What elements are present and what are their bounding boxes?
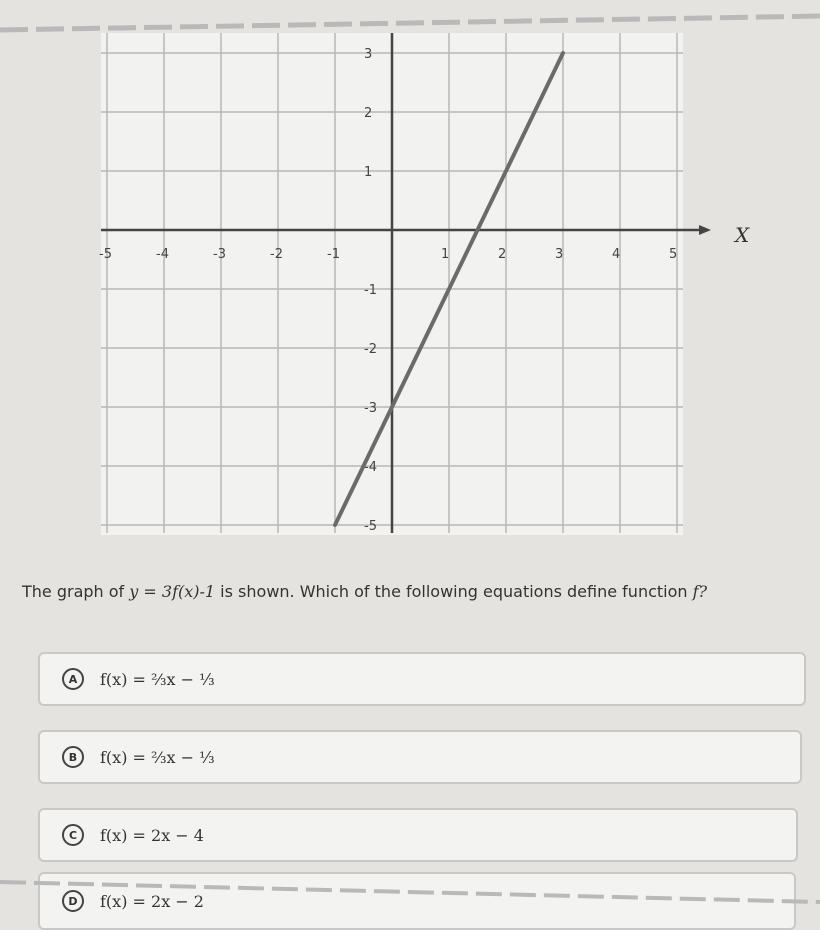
option-c[interactable] (38, 808, 798, 862)
y-tick-label: -5 (364, 519, 377, 534)
question-function-name: f? (692, 582, 708, 601)
x-axis-label: X (735, 223, 750, 247)
x-axis-arrow (699, 225, 711, 235)
option-a-text: f(x) = ⅔x − ⅓ (100, 669, 215, 689)
option-b[interactable] (38, 730, 802, 784)
x-tick-label: -3 (213, 247, 226, 262)
option-d-text: f(x) = 2x − 2 (100, 891, 204, 911)
question-equation: y = 3f(x)-1 (129, 582, 216, 601)
y-tick-label: -2 (364, 342, 377, 357)
y-tick-label: 3 (364, 47, 373, 62)
x-tick-label: 1 (441, 247, 450, 262)
x-tick-label: -4 (156, 247, 169, 262)
option-c-text: f(x) = 2x − 4 (100, 825, 204, 845)
option-b-text: f(x) = ⅔x − ⅓ (100, 747, 215, 767)
x-tick-label: 5 (669, 247, 678, 262)
x-tick-label: 3 (555, 247, 564, 262)
top-dashed-border (0, 16, 820, 30)
y-tick-label: -3 (364, 401, 377, 416)
y-tick-label: -1 (364, 283, 377, 298)
option-b-letter-badge: B (62, 746, 84, 768)
option-a[interactable] (38, 652, 806, 706)
option-a-letter-badge: A (62, 668, 84, 690)
x-tick-label: -1 (327, 247, 340, 262)
question-prefix: The graph of (22, 582, 130, 601)
x-tick-label: 2 (498, 247, 507, 262)
y-tick-label: -4 (364, 460, 377, 475)
question-text (22, 582, 812, 601)
y-tick-label: 1 (364, 165, 373, 180)
option-c-letter-badge: C (62, 824, 84, 846)
y-tick-label: 2 (364, 106, 373, 121)
bottom-dashed-border (0, 880, 820, 910)
x-tick-label: 4 (612, 247, 621, 262)
x-tick-label: -2 (270, 247, 283, 262)
question-suffix: is shown. Which of the following equations define function (215, 582, 693, 601)
x-tick-label: -5 (99, 247, 112, 262)
option-d-letter-badge: D (62, 890, 84, 912)
